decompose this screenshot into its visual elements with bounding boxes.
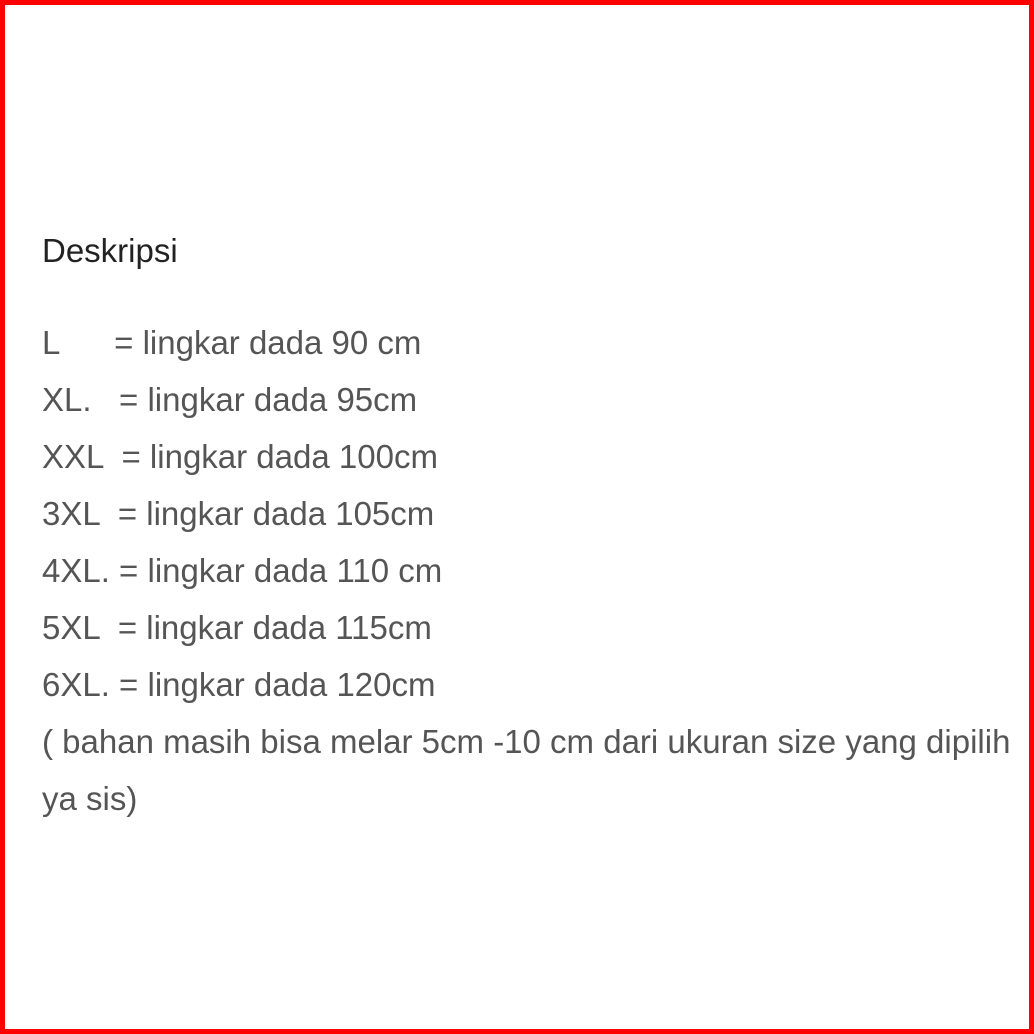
- size-line-4xl: 4XL. = lingkar dada 110 cm: [42, 552, 443, 589]
- size-line-l: L = lingkar dada 90 cm: [42, 324, 422, 361]
- size-line-3xl: 3XL = lingkar dada 105cm: [42, 495, 435, 532]
- size-list: [42, 314, 1034, 827]
- description-heading: Deskripsi: [42, 232, 178, 269]
- size-line-5xl: 5XL = lingkar dada 115cm: [42, 609, 432, 646]
- description-block: [42, 225, 1034, 827]
- size-line-6xl: 6XL. = lingkar dada 120cm: [42, 666, 436, 703]
- size-line-xxl: XXL = lingkar dada 100cm: [42, 438, 438, 475]
- size-line-xl: XL. = lingkar dada 95cm: [42, 381, 418, 418]
- stretch-note: ( bahan masih bisa melar 5cm -10 cm dari ukuran size yang dipilih ya sis): [42, 723, 1011, 817]
